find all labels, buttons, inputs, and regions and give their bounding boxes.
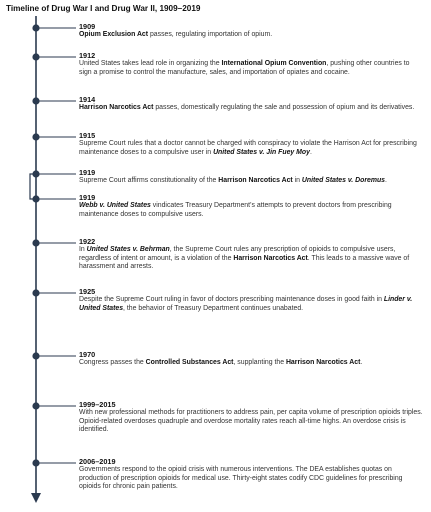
event-year: 1909 — [79, 22, 96, 31]
event-text-part: United States v. Behrman — [86, 246, 170, 253]
event-text-part: Harrison Narcotics Act — [233, 254, 308, 262]
event-text-part: With new professional methods for practitioners to address pain, per capita volume of prescription opioids triples. Opioid-related overdoses quadruple and overdose mortality rates reach all-time highs. An overdose crisis is identified. — [79, 409, 423, 434]
event-text-part: in — [292, 177, 302, 184]
event-node — [32, 24, 39, 31]
event-node — [32, 53, 39, 60]
event-text-part: United States v. Jin Fuey Moy — [213, 148, 310, 156]
timeline-entry — [79, 95, 424, 113]
event-text-part: Governments respond to the opioid crisis with numerous interventions. The DEA establishes quotas on production of prescription opioids for medical use. Thirty-eight states codify CDC guidelines for prescribing opioids for chronic pain patients. — [79, 466, 403, 491]
event-description — [79, 60, 424, 77]
event-year: 1919 — [79, 193, 96, 202]
event-text-part: . This leads to a massive wave of harassment and arrests. — [79, 254, 410, 271]
axis-arrowhead — [31, 493, 41, 503]
event-node — [32, 170, 39, 177]
event-text-part: Supreme Court rules that a doctor cannot be charged with conspiracy to violate the Harrison Act for prescribing maintenance doses to a compulsive user in — [79, 140, 417, 156]
event-text-part: Controlled Substances Act — [145, 359, 234, 366]
event-description — [79, 296, 424, 313]
event-node — [32, 289, 39, 296]
event-description — [79, 177, 424, 186]
timeline-entry — [79, 287, 424, 313]
event-text-part: , the Supreme Court rules any prescription of opioids to compulsive users, regardless of intent or amount, is a violation of the — [79, 246, 396, 262]
timeline-entry — [79, 168, 424, 186]
timeline-entry — [79, 22, 424, 40]
event-text-part: United States v. Doremus — [301, 177, 386, 184]
event-text-part: Harrison Narcotics Act — [79, 104, 154, 111]
event-text-part: Despite the Supreme Court ruling in favor of doctors prescribing maintenance doses in good faith in — [79, 296, 384, 303]
event-description — [79, 409, 424, 435]
event-description — [79, 202, 424, 219]
event-text-part: Webb v. United States — [79, 202, 151, 209]
event-node — [32, 352, 39, 359]
event-text-part: Opium Exclusion Act — [79, 31, 149, 38]
event-node — [32, 402, 39, 409]
event-text-part: vindicates Treasury Department’s attempts to prevent doctors from prescribing maintenance doses to compulsive users. — [79, 202, 392, 218]
event-description — [79, 140, 424, 157]
event-text-part: Supreme Court affirms constitutionality of the — [79, 177, 219, 184]
event-node — [32, 195, 39, 202]
event-text-part: , the behavior of Treasury Department continues unabated. — [123, 304, 304, 312]
event-description — [79, 104, 424, 113]
event-text-part: passes, regulating importation of opium. — [148, 31, 273, 38]
timeline-entry — [79, 51, 424, 77]
event-year: 1912 — [79, 51, 96, 60]
event-text-part: United States takes lead role in organizing the — [79, 60, 222, 67]
event-description — [79, 359, 424, 368]
timeline-entry — [79, 131, 424, 157]
event-year: 1915 — [79, 131, 96, 140]
event-year: 1970 — [79, 350, 96, 359]
timeline-entry — [79, 400, 424, 435]
event-text-part: International Opium Convention — [221, 60, 327, 67]
event-year: 1999–2015 — [79, 400, 116, 409]
axis-branch — [30, 174, 36, 199]
event-text-part: . — [360, 359, 363, 366]
event-year: 2006–2019 — [79, 457, 116, 466]
timeline-entry — [79, 237, 424, 272]
event-node — [32, 97, 39, 104]
event-text-part: . — [309, 148, 312, 156]
event-description — [79, 466, 424, 492]
event-text-part: In — [79, 246, 87, 253]
timeline-entry — [79, 193, 424, 219]
timeline-entry — [79, 350, 424, 368]
event-text-part: Harrison Narcotics Act — [285, 359, 361, 366]
event-year: 1914 — [79, 95, 96, 104]
event-year: 1919 — [79, 168, 96, 177]
event-text-part: Congress passes the — [79, 359, 146, 366]
event-description — [79, 246, 424, 272]
event-node — [32, 459, 39, 466]
timeline-title: Timeline of Drug War I and Drug War II, 1909–2019 — [6, 4, 201, 13]
event-description — [79, 31, 424, 40]
timeline-entry — [79, 457, 424, 492]
event-text-part: , pushing other countries to sign a promise to control the manufacture, sales, and importation of opiates and cocaine. — [79, 60, 410, 76]
event-year: 1922 — [79, 237, 96, 246]
event-node — [32, 133, 39, 140]
event-node — [32, 239, 39, 246]
event-text-part: passes, domestically regulating the sale and possession of opium and its derivatives. — [153, 104, 415, 111]
event-text-part: Harrison Narcotics Act — [218, 177, 293, 184]
event-text-part: , supplanting the — [233, 359, 286, 366]
event-text-part: . — [385, 177, 387, 184]
event-text-part: Linder v. United States — [79, 296, 413, 312]
event-year: 1925 — [79, 287, 96, 296]
